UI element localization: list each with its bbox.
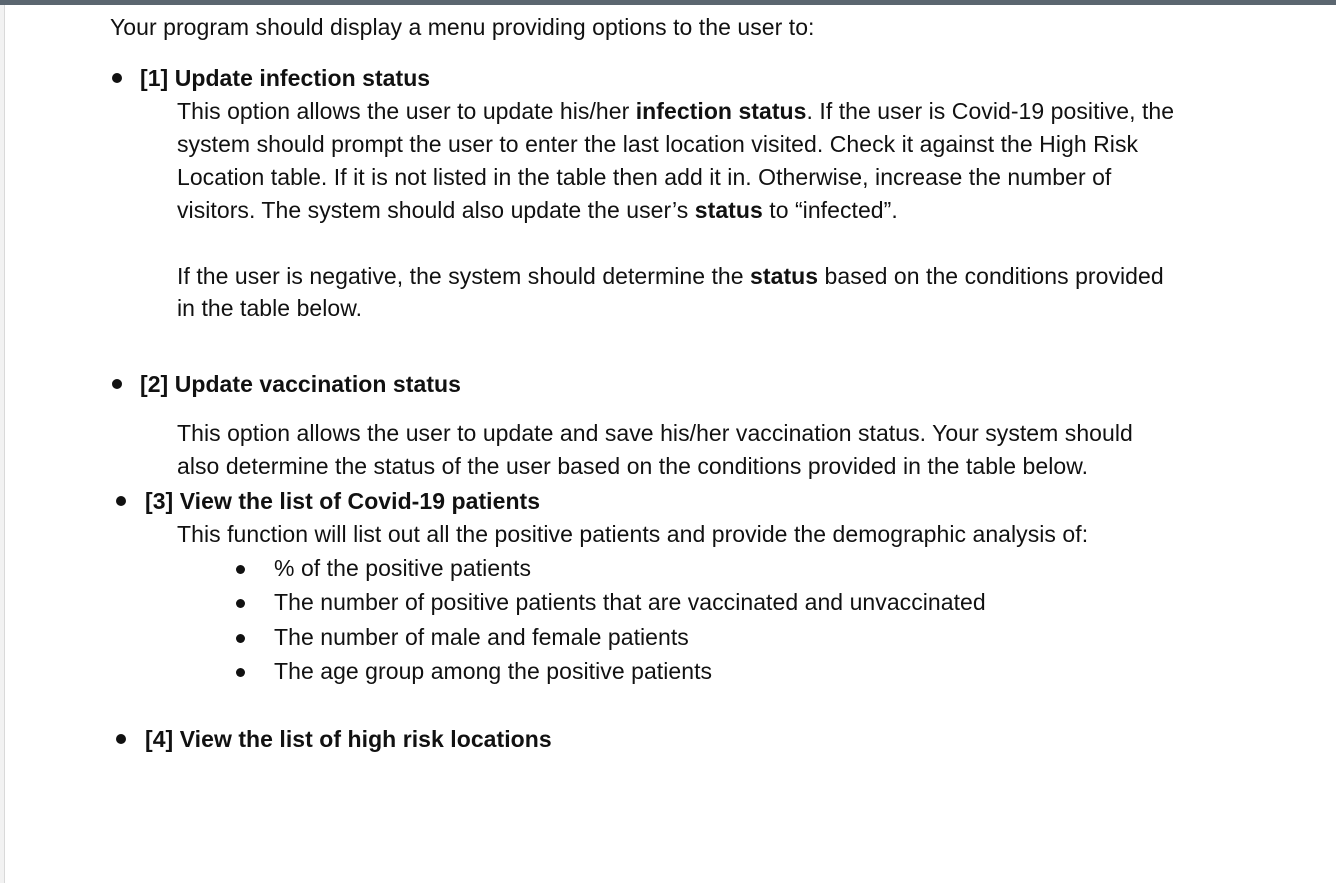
intro-text: Your program should display a menu providing options to the user to: <box>110 14 815 40</box>
list-item: The age group among the positive patients <box>274 658 713 684</box>
bullet-icon <box>236 668 245 677</box>
option-3-line: This function will list out all the positive patients and provide the demographic analysis of: <box>177 521 1089 547</box>
text-run: based on the conditions provided <box>818 263 1164 289</box>
option-1-line: Location table. If it is not listed in the table then add it in. Otherwise, increase the number of <box>177 164 1112 190</box>
bullet-icon <box>236 599 245 608</box>
bullet-icon <box>112 379 122 389</box>
option-1-heading: [1] Update infection status <box>140 65 431 91</box>
bold-term: status <box>694 197 763 223</box>
option-1-line <box>177 195 898 225</box>
bold-term: infection status <box>635 98 807 124</box>
text-run: If the user is negative, the system should determine the <box>177 263 751 289</box>
option-4-heading: [4] View the list of high risk locations <box>145 726 552 752</box>
list-item: The number of male and female patients <box>274 624 689 650</box>
list-item: % of the positive patients <box>274 555 532 581</box>
option-2-heading: [2] Update vaccination status <box>140 371 461 397</box>
option-2-line: This option allows the user to update and save his/her vaccination status. Your system should <box>177 420 1133 446</box>
option-1-line: system should prompt the user to enter the last location visited. Check it against the High Risk <box>177 131 1139 157</box>
option-1-line <box>177 261 1164 291</box>
bullet-icon <box>116 734 126 744</box>
option-2-line: also determine the status of the user based on the conditions provided in the table below. <box>177 453 1089 479</box>
bold-term: status <box>750 263 819 289</box>
option-1-line: in the table below. <box>177 295 363 321</box>
bullet-icon <box>112 73 122 83</box>
bullet-icon <box>236 565 245 574</box>
text-run: This option allows the user to update his/her <box>177 98 636 124</box>
text-run: to “infected”. <box>762 197 898 223</box>
bullet-icon <box>236 634 245 643</box>
bullet-icon <box>116 496 126 506</box>
list-item: The number of positive patients that are vaccinated and unvaccinated <box>274 589 986 615</box>
text-run: . If the user is Covid-19 positive, the <box>806 98 1175 124</box>
option-1-line <box>177 96 1174 126</box>
option-3-heading: [3] View the list of Covid-19 patients <box>145 488 541 514</box>
text-run: visitors. The system should also update the user’s <box>177 197 695 223</box>
